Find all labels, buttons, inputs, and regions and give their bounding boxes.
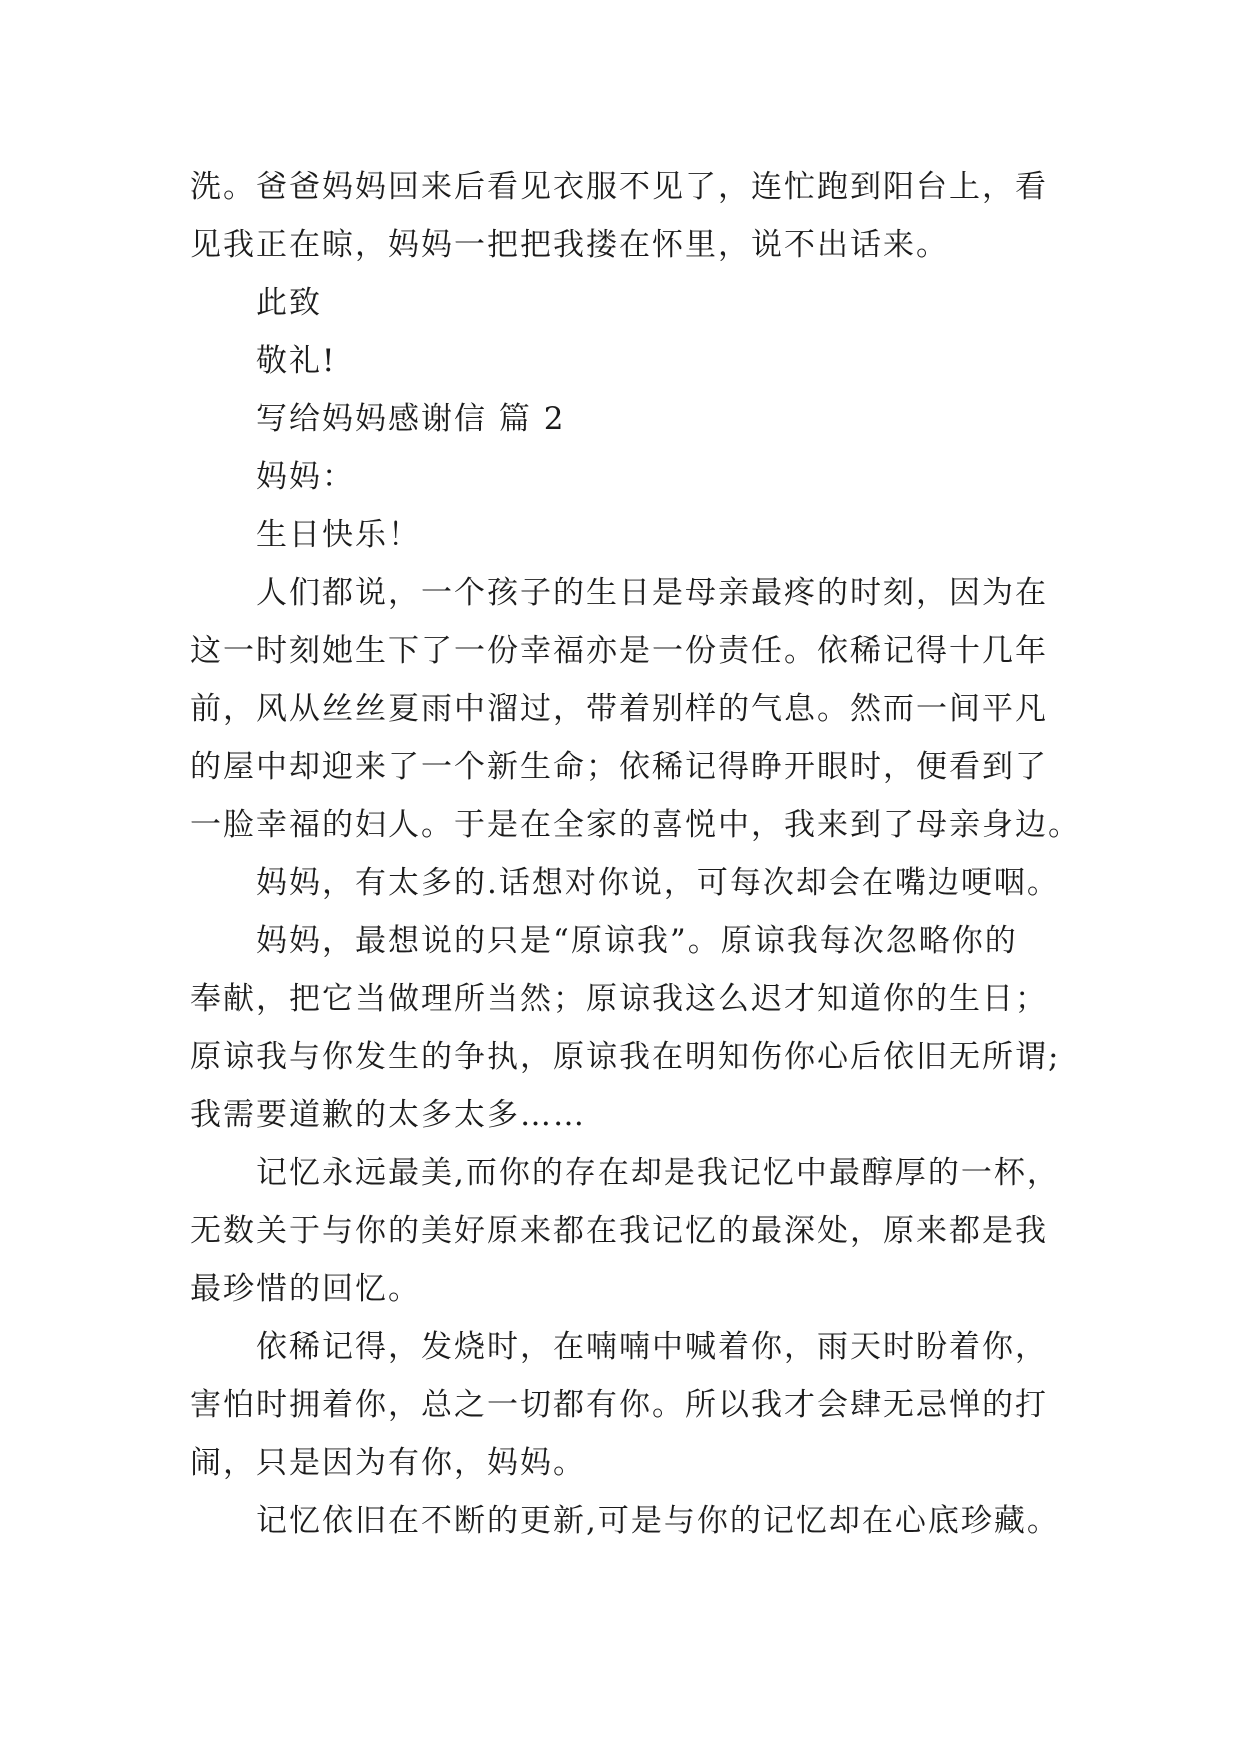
text-line: 一脸幸福的妇人。于是在全家的喜悦中，我来到了母亲身边。 bbox=[190, 807, 1081, 843]
text-line: 依稀记得，发烧时，在喃喃中喊着你，雨天时盼着你， bbox=[256, 1329, 1048, 1365]
text-line: 生日快乐！ bbox=[256, 517, 421, 553]
text-line: 最珍惜的回忆。 bbox=[190, 1271, 421, 1307]
text-line: 无数关于与你的美好原来都在我记忆的最深处，原来都是我 bbox=[190, 1213, 1048, 1249]
text-line: 妈妈： bbox=[256, 459, 355, 495]
text-line: 见我正在晾，妈妈一把把我搂在怀里，说不出话来。 bbox=[190, 227, 949, 263]
text-line: 害怕时拥着你，总之一切都有你。所以我才会肆无忌惮的打 bbox=[190, 1387, 1048, 1423]
text-line: 写给妈妈感谢信 篇 2 bbox=[256, 401, 566, 437]
text-line: 敬礼! bbox=[256, 343, 337, 379]
text-line: 人们都说，一个孩子的生日是母亲最疼的时刻，因为在 bbox=[256, 575, 1048, 611]
text-line: 我需要道歉的太多太多…… bbox=[190, 1097, 586, 1133]
text-line: 妈妈，有太多的.话想对你说，可每次却会在嘴边哽咽。 bbox=[256, 865, 1060, 901]
text-line: 前，风从丝丝夏雨中溜过，带着别样的气息。然而一间平凡 bbox=[190, 691, 1048, 727]
text-line: 此致 bbox=[256, 285, 322, 321]
text-line: 记忆永远最美,而你的存在却是我记忆中最醇厚的一杯， bbox=[256, 1155, 1060, 1191]
text-line: 记忆依旧在不断的更新,可是与你的记忆却在心底珍藏。 bbox=[256, 1503, 1060, 1539]
text-line: 洗。爸爸妈妈回来后看见衣服不见了，连忙跑到阳台上，看 bbox=[190, 169, 1048, 205]
text-line: 闹，只是因为有你，妈妈。 bbox=[190, 1445, 586, 1481]
text-line: 原谅我与你发生的争执，原谅我在明知伤你心后依旧无所谓; bbox=[190, 1039, 1061, 1075]
text-line: 奉献，把它当做理所当然；原谅我这么迟才知道你的生日； bbox=[190, 981, 1048, 1017]
text-line: 这一时刻她生下了一份幸福亦是一份责任。依稀记得十几年 bbox=[190, 633, 1048, 669]
text-line: 的屋中却迎来了一个新生命；依稀记得睁开眼时，便看到了 bbox=[190, 749, 1048, 785]
text-line: 妈妈，最想说的只是“原谅我”。原谅我每次忽略你的 bbox=[256, 923, 1018, 959]
letter-body bbox=[190, 158, 1081, 1550]
